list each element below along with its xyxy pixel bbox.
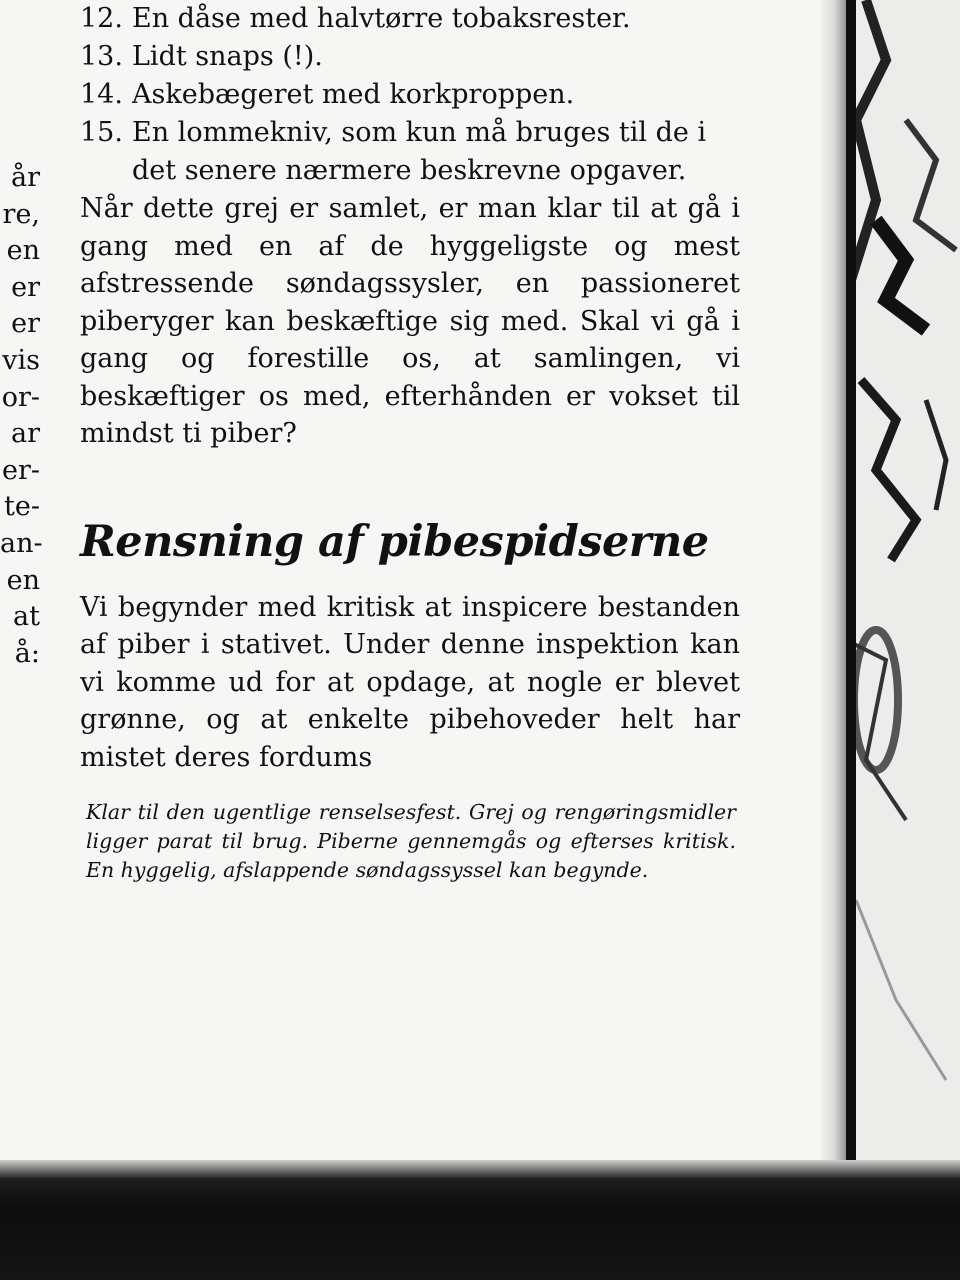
fragment-line: er — [11, 308, 40, 340]
body-paragraph: Vi begynder med kritisk at inspicere bestanden af piber i stativet. Under denne inspektion kan vi komme ud for at opdage, at nogle er blevet grønne, og at enkelte pibehoveder helt har mistet deres fordums — [80, 591, 740, 773]
list-text: En dåse med halvtørre tobaksrester. — [132, 3, 631, 34]
fragment-line: er- — [1, 454, 40, 486]
photo-edge — [846, 0, 960, 1280]
fragment-line: en — [6, 564, 40, 596]
body-paragraph: Når dette grej er samlet, er man klar til at gå i gang med en af de hyggeligste og mest afstressende søndagssysler, en passioneret piberyger kan beskæftige sig med. Skal vi gå i gang og forestille os, at samlingen, vi beskæftiger os med, efterhånden er vokset til mindst ti piber? — [80, 193, 740, 449]
fragment-line: or- — [1, 381, 40, 413]
table-surface — [0, 1160, 960, 1280]
fragment-line: en — [6, 235, 40, 267]
photo-illustration — [846, 0, 960, 1280]
fragment-line: vis — [2, 344, 40, 376]
list-item — [80, 76, 740, 114]
fragment-line: at — [13, 601, 40, 633]
list-number: 14. — [80, 79, 123, 110]
list-text: Lidt snaps (!). — [132, 41, 323, 72]
list-number: 15. — [80, 117, 123, 148]
list-item — [80, 114, 740, 190]
list-number: 12. — [80, 3, 123, 34]
fragment-line: å: — [14, 637, 40, 669]
list-item — [80, 38, 740, 76]
equipment-list — [80, 0, 740, 190]
fragment-line: er — [11, 271, 40, 303]
section-heading: Rensning af pibespidserne — [80, 516, 709, 567]
fragment-line: an- — [0, 527, 43, 559]
page-gutter — [818, 0, 848, 1165]
fragment-line: te- — [4, 491, 40, 523]
list-text: En lommekniv, som kun må bruges til de i det senere nærmere beskrevne opgaver. — [132, 117, 707, 186]
fragment-line: år — [10, 162, 40, 193]
list-number: 13. — [80, 41, 123, 72]
list-item — [80, 0, 740, 38]
fragment-line: re, — [2, 198, 40, 230]
left-page-fragments — [0, 160, 43, 672]
photo-caption: Klar til den ugentlige renselsesfest. Grej og rengøringsmidler ligger parat til brug. Piberne gennemgås og efterses kritisk. En hyggelig, afslappende søndagssyssel kan begynde. — [86, 800, 736, 882]
fragment-line: ar — [10, 418, 40, 450]
list-text: Askebægeret med korkproppen. — [132, 79, 575, 110]
text-column — [80, 0, 740, 885]
